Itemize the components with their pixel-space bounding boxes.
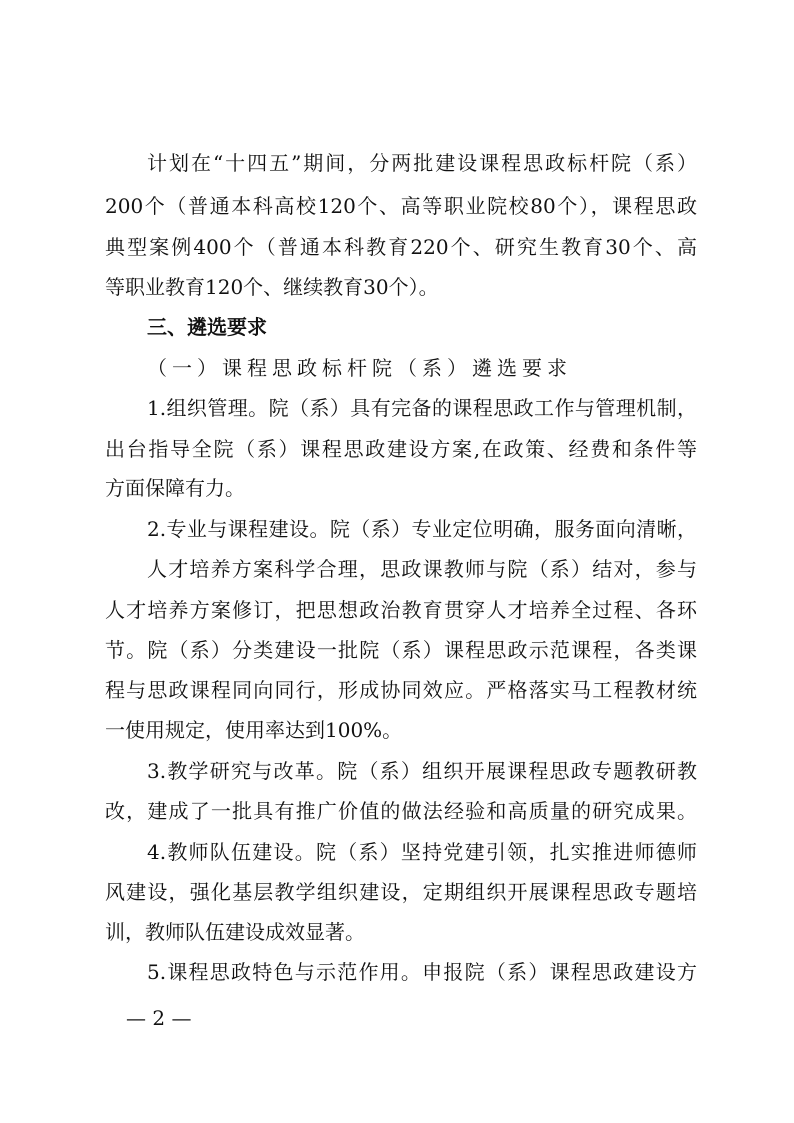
body-line: 节。院（系）分类建设一批院（系）课程思政示范课程，各类课 xyxy=(105,638,697,662)
body-line: 2.专业与课程建设。院（系）专业定位明确，服务面向清晰， xyxy=(147,517,697,541)
body-line: 200个（普通本科高校120个、高等职业院校80个），课程思政 xyxy=(105,194,697,218)
body-line: 一使用规定，使用率达到100%。 xyxy=(105,718,403,742)
body-line: 训，教师队伍建设成效显著。 xyxy=(105,920,365,944)
body-line: 1.组织管理。院（系）具有完备的课程思政工作与管理机制， xyxy=(147,396,697,420)
body-line: 人才培养方案科学合理，思政课教师与院（系）结对，参与 xyxy=(147,557,697,581)
body-line: 人才培养方案修订，把思想政治教育贯穿人才培养全过程、各环 xyxy=(105,598,697,622)
body-line: 出台指导全院（系）课程思政建设方案,在政策、经费和条件等 xyxy=(105,437,697,461)
body-line: 改，建成了一批具有推广价值的做法经验和高质量的研究成果。 xyxy=(105,799,697,823)
subsection-heading: （一）课程思政标杆院（系）遴选要求 xyxy=(147,356,567,380)
body-line: 计划在“十四五”期间，分两批建设课程思政标杆院（系） xyxy=(147,151,697,175)
body-line: 程与思政课程同向同行，形成协同效应。严格落实马工程教材统 xyxy=(105,678,697,702)
body-line: 典型案例400个（普通本科教育220个、研究生教育30个、高 xyxy=(105,235,697,259)
body-line: 等职业教育120个、继续教育30个）。 xyxy=(105,275,439,299)
body-line: 4.教师队伍建设。院（系）坚持党建引领，扎实推进师德师 xyxy=(147,840,697,864)
body-line: 风建设，强化基层教学组织建设，定期组织开展课程思政专题培 xyxy=(105,880,697,904)
page-number: — 2 — xyxy=(126,1006,192,1030)
body-line: 5.课程思政特色与示范作用。申报院（系）课程思政建设方 xyxy=(147,960,697,984)
section-heading: 三、遴选要求 xyxy=(147,315,267,339)
body-line: 3.教学研究与改革。院（系）组织开展课程思政专题教研教 xyxy=(147,759,697,783)
body-line: 方面保障有力。 xyxy=(105,476,245,500)
